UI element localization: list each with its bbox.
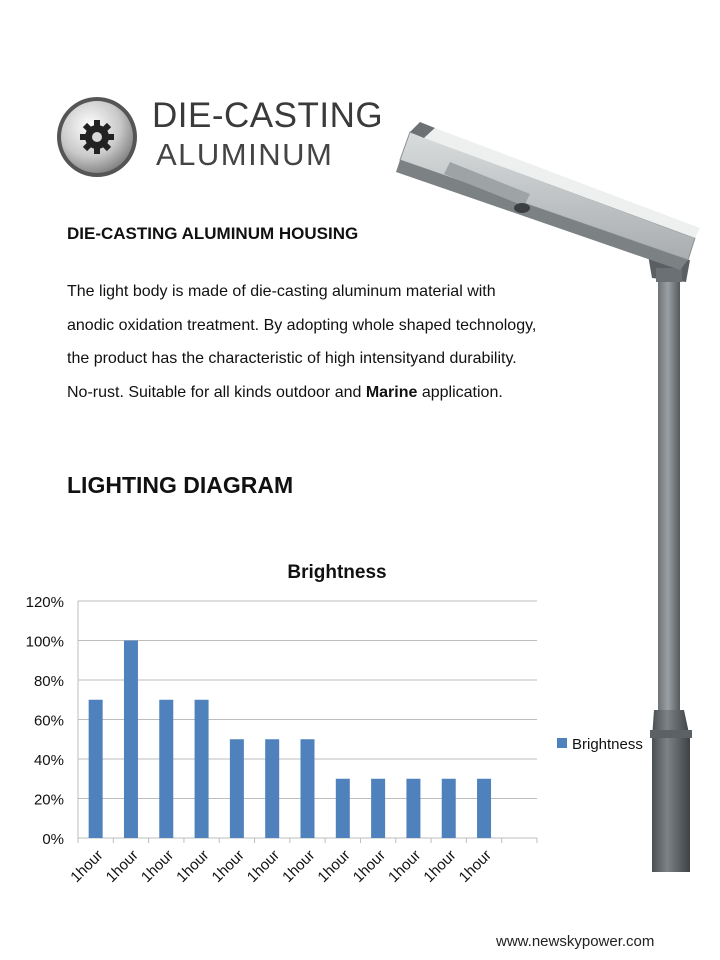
logo-title-line1: DIE-CASTING (152, 96, 384, 135)
bar (406, 779, 420, 838)
bar (442, 779, 456, 838)
bar (124, 641, 138, 839)
x-tick-label: 1hour (173, 846, 213, 886)
x-tick-label: 1hour (208, 846, 248, 886)
description-paragraph (67, 275, 587, 409)
section-heading-housing: DIE-CASTING ALUMINUM HOUSING (67, 224, 359, 243)
x-tick-label: 1hour (137, 846, 178, 886)
y-tick-label: 60% (33, 712, 64, 730)
description-bold-word: Marine (365, 383, 418, 401)
x-tick-label: 1hour (279, 846, 319, 886)
y-tick-label: 20% (33, 791, 64, 809)
legend-swatch (557, 738, 567, 748)
brightness-chart (0, 548, 680, 908)
y-tick-label: 100% (25, 633, 64, 651)
x-tick-label: 1hour (243, 846, 284, 886)
chart-title: Brightness (287, 562, 387, 583)
description-line: the product has the characteristic of high intensityand durability. (67, 350, 517, 367)
y-tick-label: 80% (33, 673, 64, 690)
bar (265, 739, 279, 838)
bar (336, 779, 350, 838)
x-tick-label: 1hour (385, 846, 425, 886)
website-url: www.newskypower.com (496, 933, 655, 950)
x-tick-label: 1hour (67, 846, 107, 886)
y-tick-label: 40% (33, 752, 64, 769)
bar (89, 700, 103, 838)
bar (159, 700, 173, 838)
description-line: The light body is made of die-casting aluminum material with (67, 283, 496, 300)
bar (301, 739, 315, 838)
logo-title-line2: ALUMINUM (156, 137, 334, 172)
description-line-end: application. (417, 383, 503, 401)
description-line: anodic oxidation treatment. By adopting whole shaped technology, (67, 316, 537, 334)
x-tick-label: 1hour (314, 846, 354, 886)
section-heading-diagram: LIGHTING DIAGRAM (67, 472, 294, 498)
bar (477, 779, 491, 838)
y-tick-label: 0% (42, 831, 64, 848)
y-tick-label: 120% (25, 594, 64, 611)
x-tick-label: 1hour (455, 846, 495, 886)
bar (371, 779, 385, 838)
gear-icon (56, 96, 138, 178)
legend-label: Brightness (572, 736, 643, 753)
description-line: No-rust. Suitable for all kinds outdoor and (67, 383, 366, 401)
x-tick-label: 1hour (102, 846, 142, 886)
x-tick-label: 1hour (349, 846, 389, 886)
x-tick-label: 1hour (420, 846, 460, 886)
bar (195, 700, 209, 838)
bar (230, 739, 244, 838)
